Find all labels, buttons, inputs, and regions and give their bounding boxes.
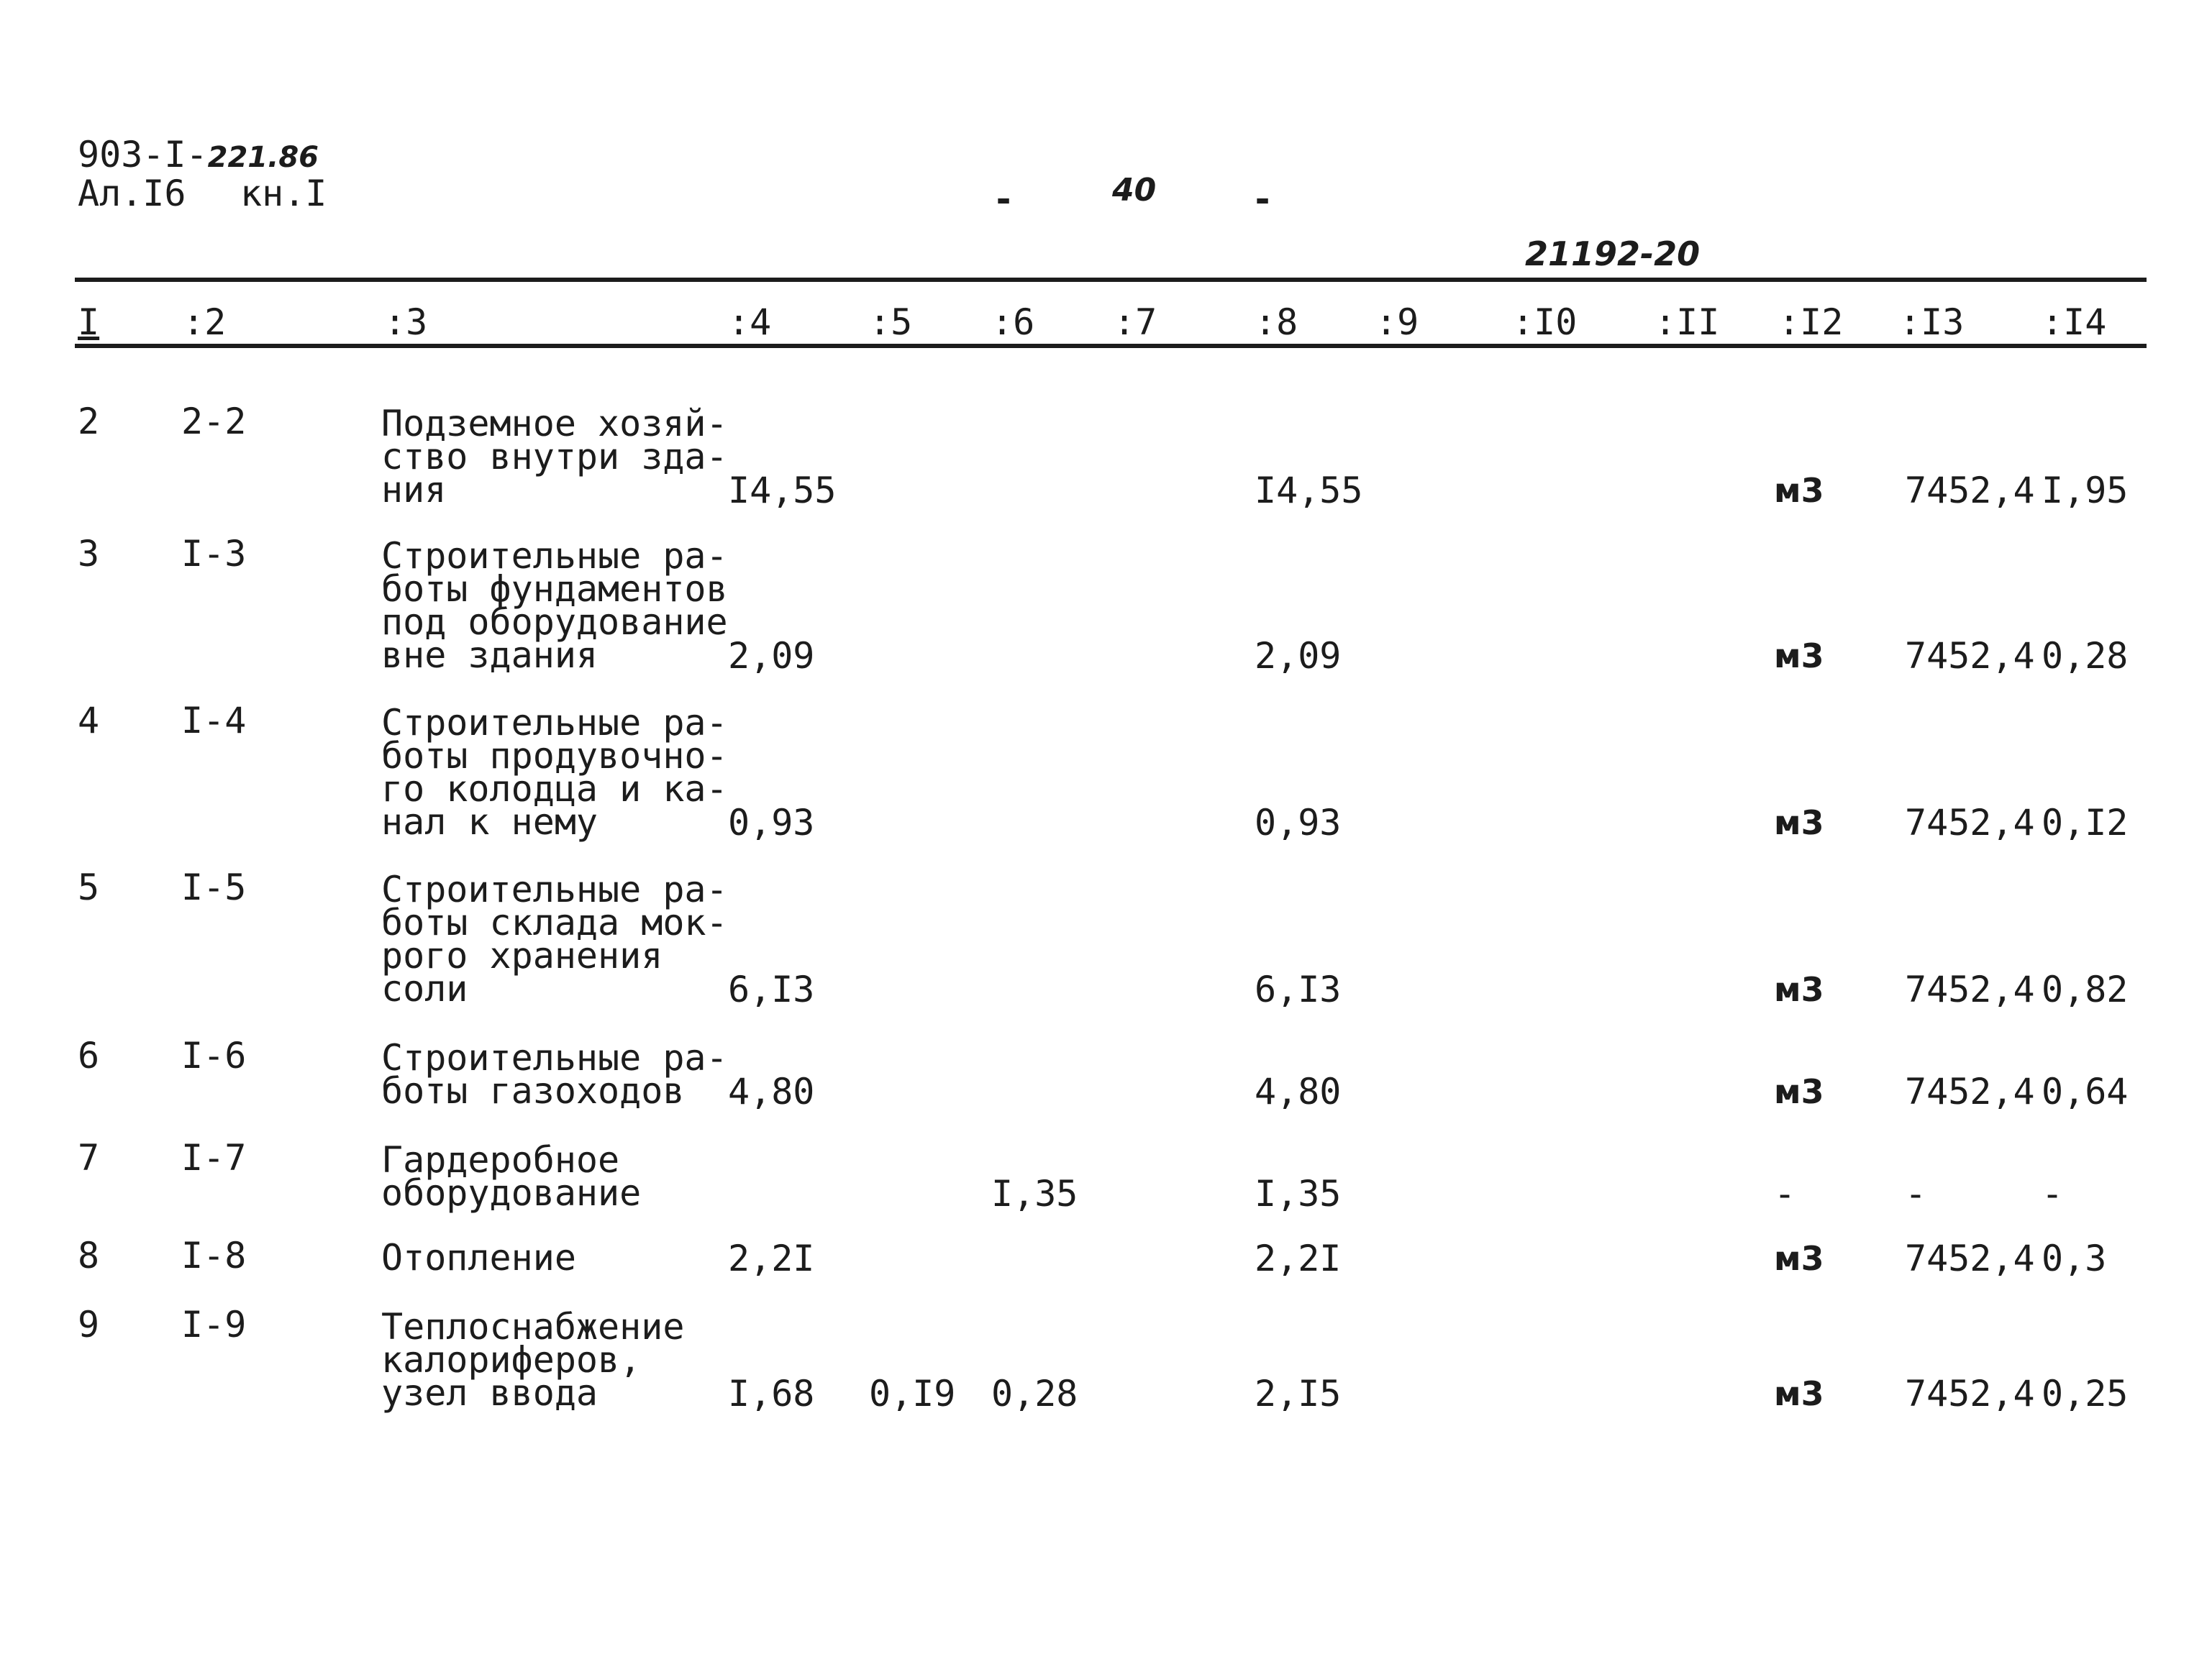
cell-num: 7 xyxy=(78,1137,100,1179)
cell-num: 6 xyxy=(78,1035,100,1077)
cell-c13: 7452,4 xyxy=(1905,969,2035,1010)
cell-unit: м3 xyxy=(1774,803,1824,842)
cell-code: I-8 xyxy=(181,1235,247,1276)
cell-description: Строительные ра- боты продувочно- го колодца и ка- нал к нему xyxy=(381,702,728,843)
cell-num: 3 xyxy=(78,533,100,575)
column-header-1: I xyxy=(78,301,100,343)
cell-c13: - xyxy=(1905,1173,1927,1215)
cell-description: Строительные ра- боты фундаментов под оборудование вне здания xyxy=(381,535,728,676)
cell-c14: - xyxy=(2042,1173,2064,1215)
cell-c13: 7452,4 xyxy=(1905,1238,2035,1279)
document-code-handwritten: 221.86 xyxy=(207,141,319,174)
column-header-11: :II xyxy=(1655,301,1720,343)
page-number-dash-right: - xyxy=(1252,178,1274,220)
cell-description: Теплоснабжение калориферов, узел ввода xyxy=(381,1306,685,1414)
cell-unit: м3 xyxy=(1774,1239,1824,1278)
cell-num: 8 xyxy=(78,1235,100,1276)
sheet-number: 21192-20 xyxy=(1525,234,1701,273)
cell-c8: 0,93 xyxy=(1255,802,1342,844)
cell-code: 2-2 xyxy=(181,401,247,442)
cell-c4: I4,55 xyxy=(728,470,837,511)
cell-unit: - xyxy=(1774,1173,1796,1215)
table-header-rule xyxy=(75,344,2147,348)
column-header-13: :I3 xyxy=(1899,301,1965,343)
cell-c4: 2,2I xyxy=(728,1238,815,1279)
cell-code: I-7 xyxy=(181,1137,247,1179)
cell-c4: 6,I3 xyxy=(728,969,815,1010)
cell-code: I-9 xyxy=(181,1304,247,1346)
cell-c14: 0,64 xyxy=(2042,1071,2129,1113)
cell-c4: 0,93 xyxy=(728,802,815,844)
column-header-9: :9 xyxy=(1375,301,1419,343)
cell-c8: 4,80 xyxy=(1255,1071,1342,1113)
cell-c8: 2,I5 xyxy=(1255,1373,1342,1415)
cell-code: I-6 xyxy=(181,1035,247,1077)
cell-c13: 7452,4 xyxy=(1905,1071,2035,1113)
cell-code: I-3 xyxy=(181,533,247,575)
cell-c4: 4,80 xyxy=(728,1071,815,1113)
cell-c14: 0,3 xyxy=(2042,1238,2107,1279)
cell-c6: 0,28 xyxy=(991,1373,1078,1415)
cell-num: 9 xyxy=(78,1304,100,1346)
cell-description: Отопление xyxy=(381,1237,576,1279)
cell-unit: м3 xyxy=(1774,471,1824,510)
column-header-14: :I4 xyxy=(2042,301,2107,343)
column-header-8: :8 xyxy=(1255,301,1298,343)
cell-c6: I,35 xyxy=(991,1173,1078,1215)
cell-c8: 2,09 xyxy=(1255,635,1342,677)
cell-description: Подземное хозяй- ство внутри зда- ния xyxy=(381,403,728,511)
cell-c4: I,68 xyxy=(728,1373,815,1415)
cell-c13: 7452,4 xyxy=(1905,470,2035,511)
cell-code: I-5 xyxy=(181,867,247,908)
cell-unit: м3 xyxy=(1774,636,1824,675)
document-code xyxy=(78,134,319,175)
cell-num: 2 xyxy=(78,401,100,442)
column-header-6: :6 xyxy=(991,301,1035,343)
cell-c5: 0,I9 xyxy=(869,1373,956,1415)
column-header-5: :5 xyxy=(869,301,913,343)
column-header-12: :I2 xyxy=(1778,301,1844,343)
document-code-printed: 903-I- xyxy=(78,134,208,175)
cell-unit: м3 xyxy=(1774,1374,1824,1413)
cell-c8: 6,I3 xyxy=(1255,969,1342,1010)
cell-c4: 2,09 xyxy=(728,635,815,677)
book-label: кн.I xyxy=(240,173,327,214)
page-number: 40 xyxy=(1112,172,1157,209)
cell-description: Строительные ра- боты склада мок- рого хранения соли xyxy=(381,869,728,1010)
cell-c14: 0,82 xyxy=(2042,969,2129,1010)
column-header-10: :I0 xyxy=(1512,301,1578,343)
cell-c14: 0,25 xyxy=(2042,1373,2129,1415)
cell-unit: м3 xyxy=(1774,1072,1824,1111)
column-header-7: :7 xyxy=(1114,301,1157,343)
cell-code: I-4 xyxy=(181,700,247,741)
column-header-2: :2 xyxy=(183,301,227,343)
cell-description: Гардеробное оборудование xyxy=(381,1139,642,1214)
cell-c13: 7452,4 xyxy=(1905,802,2035,844)
cell-num: 4 xyxy=(78,700,100,741)
album-label: Ал.I6 xyxy=(78,173,186,214)
cell-num: 5 xyxy=(78,867,100,908)
cell-c14: 0,I2 xyxy=(2042,802,2129,844)
cell-c8: 2,2I xyxy=(1255,1238,1342,1279)
page-number-dash-left: - xyxy=(993,178,1015,220)
cell-c8: I,35 xyxy=(1255,1173,1342,1215)
cell-c8: I4,55 xyxy=(1255,470,1363,511)
column-header-4: :4 xyxy=(728,301,772,343)
cell-c13: 7452,4 xyxy=(1905,635,2035,677)
cell-description: Строительные ра- боты газоходов xyxy=(381,1037,728,1112)
column-header-3: :3 xyxy=(384,301,428,343)
cell-unit: м3 xyxy=(1774,970,1824,1009)
cell-c14: 0,28 xyxy=(2042,635,2129,677)
cell-c13: 7452,4 xyxy=(1905,1373,2035,1415)
cell-c14: I,95 xyxy=(2042,470,2129,511)
table-top-rule xyxy=(75,278,2147,282)
